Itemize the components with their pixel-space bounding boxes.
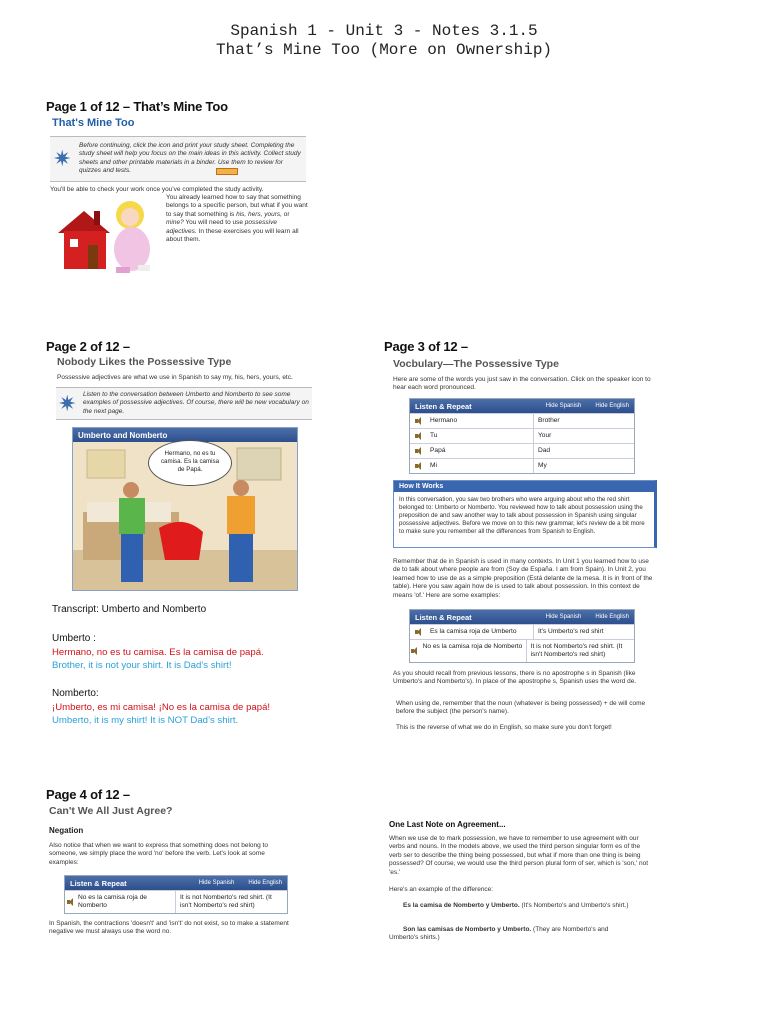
english-cell: It's Umberto's red shirt [538,628,604,635]
english-cell: Your [538,432,552,439]
hide-english-button[interactable]: Hide English [248,880,282,886]
negation-subtitle: Negation [49,826,84,835]
hide-spanish-button[interactable]: Hide Spanish [545,403,582,409]
agreement-text: When we use de to mark possession, we have to remember to use agreement with our verbs and nouns. In the models above, we used the third person singular form es of the verb ser to describe the thing being possessed, but what if more than one thing is being possessed? Of course, we would use the third person plural form of ser, which is 'son,' not 'es.' [389,835,649,876]
table-row [410,428,634,443]
difference-text: Here's an example of the difference: [389,886,494,893]
speaker-icon[interactable] [415,628,423,636]
examples-table [409,609,635,663]
intro-mine: mine? [166,219,184,227]
page3-intro: Here are some of the words you just saw in the conversation. Click on the speaker icon to hear each word pronounced. [393,376,651,392]
hide-spanish-button[interactable]: Hide Spanish [545,614,582,620]
spanish-cell: Mi [428,459,534,473]
document-title-line2: That’s Mine Too (More on Ownership) [215,41,553,59]
table-row [410,413,634,428]
table-title: Listen & Repeat [70,878,127,888]
english-cell: My [538,462,547,469]
compass-star-icon[interactable]: ✷ [58,391,77,416]
compass-star-icon[interactable]: ✷ [53,146,72,171]
remember-text: Remember that de in Spanish is used in many contexts. In Unit 1 you learned how to use de to talk about where people are from (Soy de España. I am from Spain). In Unit 2, you learned how to use de as a simple preposition (Está delante de la mesa. It is in front of the table). Here you saw again how de is used to talk about possession. In this context de means 'of.' Here are some examples: [393,558,653,599]
table-row [410,624,634,639]
contractions-text: In Spanish, the contractions 'doesn't' and 'isn't' do not exist, so to make a statement negative we must always use the word no. [49,920,289,936]
negation-table-header [65,876,287,890]
english-cell: It is not Nomberto's red shirt. (It isn't Nomberto's red shirt) [530,643,623,658]
table-title: Listen & Repeat [415,401,472,411]
intro-possessive: possessive adjectives. [166,219,277,235]
vocab-table [409,398,635,474]
table-row [410,639,634,662]
example2-english: (They are Nomberto's and Umberto's shirts.) [389,926,609,942]
listen-text: Listen to the conversation between Umberto and Nomberto to see some examples of possessive adjectives. Of course, there will be new vocabulary on the next page. [83,391,309,415]
spanish-cell: Tu [428,429,534,443]
speaker-umberto: Umberto : [52,633,96,644]
transcript [52,604,362,726]
spanish-cell: Hermano [428,414,534,428]
line1-english: Brother, it is not your shirt. It is Dad’s shirt! [52,660,232,671]
negation-text: Also notice that when we want to express that something does not belong to someone, we simply place the word 'no' before the verb. Let's look at some examples: [49,842,268,866]
table-row [410,458,634,473]
intro-part: You will need to use [183,219,245,227]
speaker-icon[interactable] [411,647,419,655]
study-sheet-text: Before continuing, click the icon and print your study sheet. Completing the study sheet will help you focus on the main ideas in this activity. Collect study sheets and other printable materials in a binder. Use them to review for quizzes and tests. [79,142,301,175]
example2-spanish: Son las camisas de Nomberto y Umberto. [403,926,532,933]
spanish-cell: Papá [428,444,534,458]
page1-section-title: That's Mine Too [52,117,135,129]
reverse-text: This is the reverse of what we do in English, so make sure you don't forget! [396,724,612,731]
recall-text: As you should recall from previous lessons, there is no apostrophe s in Spanish (like Umberto's and Nomberto's). In place of the apostrophe s, Spanish uses the word de. [393,670,637,686]
intro-hers: hers, yours, [248,210,282,218]
english-cell: Brother [538,417,560,424]
english-cell: Dad [538,447,551,454]
hide-spanish-button[interactable]: Hide Spanish [198,880,235,886]
spanish-cell: Es la camisa roja de Umberto [428,625,534,639]
spanish-cell: No es la camisa roja de Nomberto [76,891,176,913]
page1-intro [166,194,308,244]
study-sheet-box [50,136,306,182]
table-title: Listen & Repeat [415,612,472,622]
example1-spanish: Es la camisa de Nomberto y Umberto. [403,902,520,909]
page2-heading: Page 2 of 12 – [46,339,130,354]
intro-part: You already learned how to say that something belongs to a specific person, but what if you want to say that something is [166,194,308,218]
hide-english-button[interactable]: Hide English [595,403,629,409]
line2-english: Umberto, it is my shirt! It is NOT Dad’s shirt. [52,715,239,726]
how-it-works-text: In this conversation, you saw two brothers who were arguing about who the red shirt belonged to: Umberto or Nomberto. You reviewed how to talk about possession using the preposition de and saw another way to talk about possession in Spanish using singular possessive adjectives. Before we move on to this new grammar, let's review de a bit more to make sure you remember all the differences from Spanish to English. [399,496,645,535]
speaker-icon[interactable] [415,462,423,470]
speaker-icon[interactable] [415,432,423,440]
examples-table-header [410,610,634,624]
transcript-heading: Transcript: Umberto and Nomberto [52,604,207,615]
intro-part: In these exercises you will learn all about them. [166,227,299,244]
house-girl-illustration [54,193,158,277]
last-note-title: One Last Note on Agreement... [389,820,506,829]
page3-section-title: Vocbulary—The Possessive Type [393,358,559,370]
negation-table [64,875,288,914]
spanish-cell: No es la camisa roja de Nomberto [421,640,527,662]
listen-box [56,387,312,420]
table-row [410,443,634,458]
example1 [389,902,629,910]
when-text: When using de, remember that the noun (whatever is being possessed) + de will come before the subject (the person's name). [396,700,646,716]
line2-spanish: ¡Umberto, es mi camisa! ¡No es la camisa de papá! [52,702,271,713]
scene-title: Umberto and Nomberto [73,428,297,442]
check-work-text: You'll be able to check your work once you've completed the study activity. [50,186,264,193]
intro-his: his, [236,210,247,218]
speech-bubble: Hermano, no es tu camisa. Es la camisa de Papá. [148,440,232,486]
vocab-table-header [410,399,634,413]
table-row [65,890,287,913]
page2-intro: Possessive adjectives are what we use in Spanish to say my, his, hers, yours, etc. [57,374,293,381]
hide-english-button[interactable]: Hide English [595,614,629,620]
document-title [0,22,768,60]
page3-heading: Page 3 of 12 – [384,339,468,354]
orange-arrow-icon[interactable] [216,168,238,175]
intro-part: or [282,210,290,218]
how-it-works-title: How It Works [394,481,654,492]
page2-section-title: Nobody Likes the Possessive Type [57,356,232,368]
document-title-line1: Spanish 1 - Unit 3 - Notes 3.1.5 [230,22,538,40]
line1-spanish: Hermano, no es tu camisa. Es la camisa de papá. [52,647,264,658]
speaker-icon[interactable] [67,898,75,906]
page1-heading: Page 1 of 12 – That’s Mine Too [46,99,228,114]
speaker-icon[interactable] [415,447,423,455]
page4-section-title: Can't We All Just Agree? [49,805,173,817]
english-cell: It is not Nomberto's red shirt. (It isn't Nomberto's red shirt) [180,894,272,909]
how-it-works-box [393,480,657,548]
speaker-icon[interactable] [415,417,423,425]
example2 [389,926,629,943]
speaker-nomberto: Nomberto: [52,688,99,699]
example1-english: (It's Nomberto's and Umberto's shirt.) [519,902,629,909]
page4-heading: Page 4 of 12 – [46,787,130,802]
